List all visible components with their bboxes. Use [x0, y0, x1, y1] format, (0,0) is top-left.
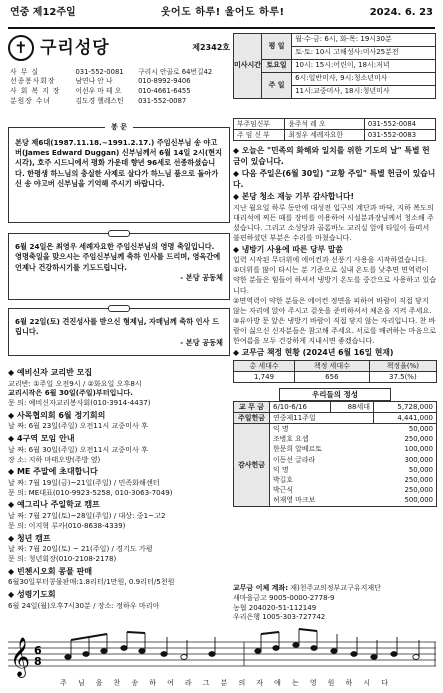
staff-row: 분원장 수녀 김도경 헬레스틴 031-552-0087	[10, 97, 187, 106]
feast-notice	[8, 233, 230, 300]
staff-row: 사 무 실 031-552-0081 구리시 안골로 64번길42	[10, 67, 213, 76]
mass-row: 11시:교중미사, 18시:청년미사	[234, 86, 436, 99]
time-signature-icon: 6	[34, 644, 42, 657]
memorial-box	[8, 123, 230, 223]
offering-row: 교 무 금 6/10-6/16 88세대 5,728,000	[234, 402, 437, 413]
section-title: ◆ ME 주말에 초대합니다	[8, 467, 98, 477]
pin-icon	[108, 230, 130, 237]
notice-signature: - 본당 공동체	[180, 337, 223, 347]
mass-row: 미사시간 평 일 월·수·금: 6시, 화·목: 19시30분	[234, 34, 436, 47]
section-title: ◆ 예비신자 교리반 모집	[8, 368, 93, 377]
mass-row: 토요일 10시: 15시:어린이, 18시:저녁	[234, 60, 436, 73]
announcement-list: ◆ 예비신자 교리반 모집 교리반: ①주일 오전9시 / ②화요일 오후8시 교리시작은 6월 30일(주일)부터입니다. 문 의: 예비신자교리봉사회(010-3914-4437) ◆ 사목협의회 6월 정기회의 날 짜: 6월 23일(주일) 오전11시 교중미사 후 ◆ 4구역 모임 안내 날 짜: 6월 30일(주일) 오전11시 교중미사 후 장 소: 지하 마태오방(주방 옆) ◆ ME 주말에 초대합니다 날 짜: 7월 19일(금)~21일(주일) / 민족화해센터 문 의: ME대표(010-9923-5258, 010-3063-7049) ◆ 예그리나 주일학교 캠프 날 짜: 7월 27일(토)~28일(주일) / 대상: 중1~고2 문 의: 이지혁 루카(010-8638-4339) ◆ 청년 캠프 날 짜: 7월 20일(토) ~ 21(주일) / 경기도 가평 문 의: 청년회장(010-2108-2178) ◆ 빈첸시오회 콩물 판매 6월30일부터콩물판매:1.8리터/1만원, 0.9리터/5천원 ◆ 성령기도회 6월 24일(월)오후7시30분 / 장소: 정하우 마리아	[8, 365, 232, 610]
liturgical-day: 연중 제12주일	[10, 7, 76, 19]
account-info: 교무금 이체 계좌: 재)천주교의정부교구유지재단 새마을금고 9005-0000-2778-9 농협 204020-51-112149 우리은행 1005-303-727742	[233, 584, 381, 622]
confirmation-notice	[8, 308, 230, 356]
section-title: ◆ 사목협의회 6월 정기회의	[8, 410, 106, 420]
memorial-text: 본당 제6대(1987.11.18.~1991.2.17.) 주임신부님 송 야고버(James Edward Duggan) 신부님께서 6월 14일 2시(현지 시각), 호주 시드니에서 평화 가운데 향년 96세로 선종하셨습니다. 한평생 하느님의 충실한 사제로 살다가 하느님 품으로 돌아가신 송 야고버 신부님을 기억해 주시기 바랍니다.	[15, 138, 222, 188]
staff-svg	[8, 628, 436, 678]
issue-number: 제2342호	[192, 42, 230, 52]
top-rule	[8, 27, 435, 29]
notice-title: ◆ 냉방기 사용에 따른 당부 말씀	[233, 244, 343, 254]
church-logo-icon: ✝	[8, 35, 34, 61]
mass-row: 주 일 6시:일반미사, 9시:청소년미사	[234, 73, 436, 86]
contact-row: 주 임 신 부 최정우 세례자요한 031-552-0083	[234, 130, 436, 141]
section-title: ◆ 빈첸시오회 콩물 판매	[8, 566, 93, 576]
gratitude-label: 감사헌금	[234, 424, 270, 507]
notice-body: 입력 시작된 무더위에 에어컨과 선풍기 사용을 시작하였습니다. ①더위를 많이 타시는 분 기준으로 실내 온도를 낮추면 면역력이 약한 분들은 힘들어 하셔서 냉방기 온도를 중간으로 사용하고 있습니다. ②면역력이 약한 분들은 에어컨 정면을 피하여 바람이 직접 닿지 않는 자리에 앉아 주시고 겉옷을 준비하셔서 체온을 지켜 주세요. ③유아방 문 앞은 냉방기 바람이 직접 닿지 않는 자리입니다. 찬 바람이 싫으신 신자분들은 참고해 주세요. 서로를 배려하는 마음으로 한여름을 모두 건강하게 지내시면 좋겠습니다.	[233, 255, 437, 345]
staff-row: 선종봉사회장 남연나 안 나 010-8992-9406	[10, 77, 191, 86]
mass-side-label: 미사시간	[234, 34, 262, 99]
notes-group	[65, 629, 419, 659]
notice-signature: - 본당 공동체	[180, 273, 223, 283]
contact-row: 부주임신부 윤주석 레 오 031-552-0084	[234, 119, 436, 130]
notice-title: ◆ 본당 청소 재능 기부 감사합니다!	[233, 192, 355, 202]
notice-text: 6월 22일(토) 견진성사를 받으신 형제님, 자매님께 축하 인사 드립니다.	[15, 317, 220, 337]
mass-row: 토·토: 10시 고해성사:미사25분전	[234, 47, 436, 60]
top-bar	[0, 0, 443, 26]
offering-table	[233, 401, 437, 507]
pin-icon	[108, 305, 130, 312]
church-name: 구리성당	[40, 37, 110, 58]
notice-body: 지난 월요일 하루 동안에 대성전 입구의 계단과 바닥, 지하 복도의 대리석에 찌든 때를 장비를 이용하여 시설분과장님께서 청소해 주셨습니다. 그리고 소성당과 골롬바노 교리실 앞에 타일이 들떠서 불편하셨던 부분은 수리를 마쳤습니다.	[233, 202, 434, 242]
offering-row: 주일헌금 연중제11주일 4,441,000	[234, 413, 437, 424]
treble-clef-icon: 𝄞	[10, 637, 31, 677]
music-staff	[8, 628, 436, 688]
notice-text: 6월 24일은 최영우 세례자요한 주임신부님의 영명 축일입니다. 영명축일을 맞으시는 주임신부님께 축하 인사를 드리며, 영육간에 언제나 건강하시기를 기도드립니다.	[15, 242, 221, 272]
priest-contact-table	[233, 118, 436, 141]
stats-title: ◆ 교무금 책정 현황 (2024년 6월 16일 현재)	[233, 347, 394, 357]
right-column	[233, 146, 437, 507]
notice-title: ◆ 다음 주일은(6월 30일) "교황 주일" 특별 헌금이 있습니다.	[233, 169, 436, 189]
church-header	[8, 33, 230, 107]
header-slogan: 웃어도 하루! 울어도 하루!	[160, 7, 285, 19]
memorial-tag: 봉 문	[105, 123, 133, 132]
section-title: ◆ 예그리나 주일학교 캠프	[8, 500, 100, 510]
section-title: ◆ 4구역 모임 안내	[8, 434, 75, 444]
gratitude-row	[234, 424, 437, 507]
gratitude-list: 익 명 50,000 조병호 요셉 250,000 한문희 알베르토 100,000 이동선 글라라 300,000 익 명 50,000 박길호 250,000 박근식 250,000 허재영 마크보 500,000	[273, 424, 433, 505]
notice-title: ◆ 오늘은 "민족의 화해와 일치를 위한 기도의 날" 특별 헌금이 있습니다.	[233, 146, 430, 166]
staff-row: 사 회 복 지 장 이선우 마 테 오 010-4661-6455	[10, 87, 191, 96]
section-title: ◆ 청년 캠프	[8, 533, 51, 543]
staff-table	[8, 67, 230, 107]
mass-schedule-table	[233, 33, 436, 99]
stats-table: 총 세대수 책정 세대수 책정율(%) 1,749 656 37.5(%)	[233, 360, 437, 383]
section-title: ◆ 성령기도회	[8, 589, 56, 599]
svg-text:8: 8	[34, 655, 42, 668]
lyrics-line: 주 님 을 찬 송 하 여 라 그 분 의 자 애 는 영 원 하 시 다	[60, 679, 388, 687]
bulletin-date: 2024. 6. 23	[369, 7, 433, 19]
offering-title: 우리들의 정성	[279, 388, 391, 401]
